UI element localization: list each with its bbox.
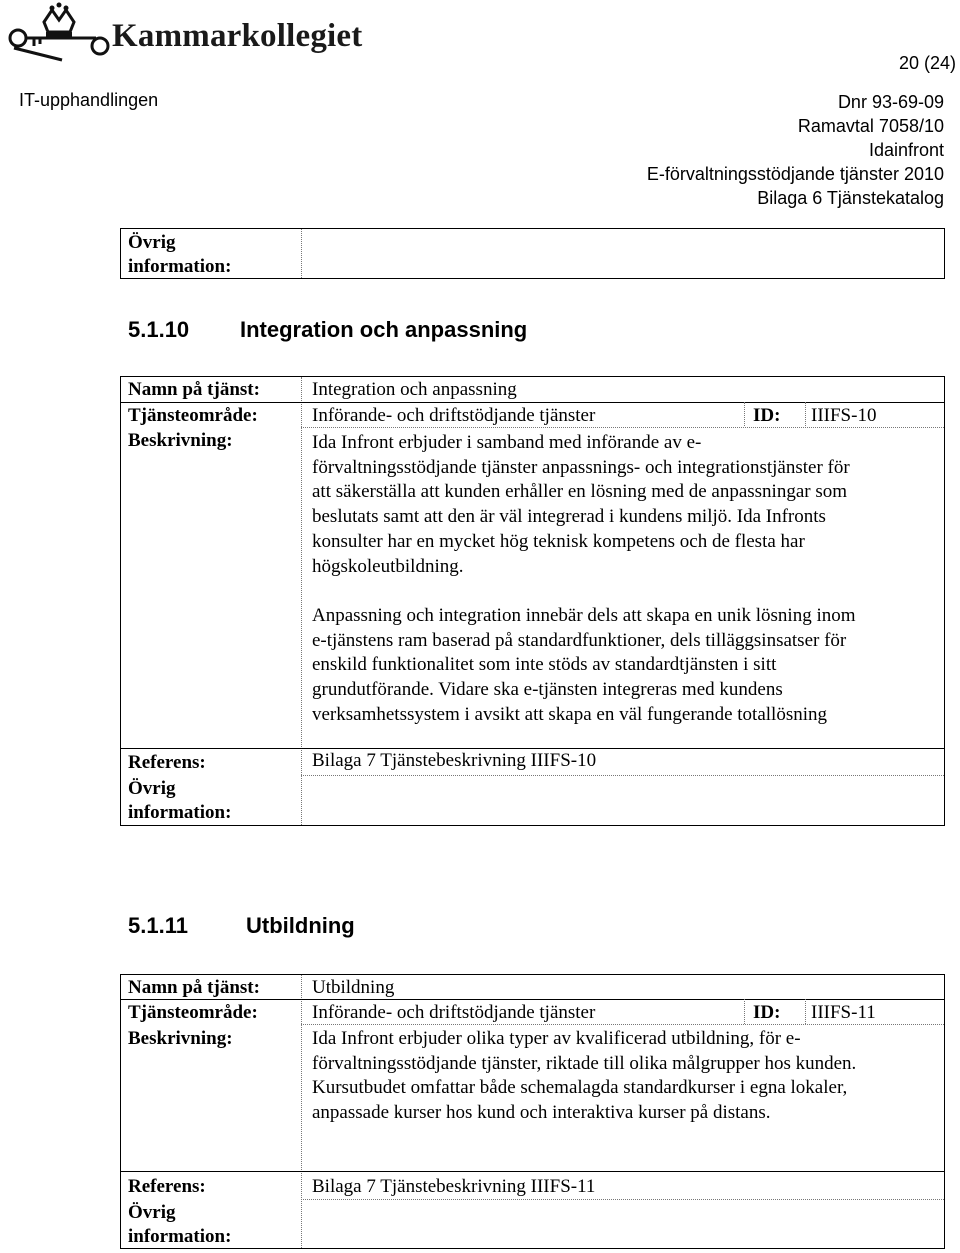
name-label: Namn på tjänst: <box>128 379 260 400</box>
id-label: ID: <box>753 1002 781 1023</box>
id-label: ID: <box>753 405 781 426</box>
description-text: Ida Infront erbjuder olika typer av kvalificerad utbildning, för e- förvaltningsstödjande tjänster, riktade till olika målgrupper hos kunden. Kursutbudet omfattar både schemalagda standardkurser i egna lokaler, anpassade kurser hos kund och interaktiva kurser på distans. <box>312 1028 857 1124</box>
area-label: Tjänsteområde: <box>128 405 258 426</box>
other-info-label-1: Övrig <box>128 778 176 799</box>
reference-value: Bilaga 7 Tjänstebeskrivning IIIFS-11 <box>312 1176 596 1197</box>
section-title-integration: 5.1.10 Integration och anpassning <box>128 317 528 342</box>
service-table-integration <box>120 376 945 826</box>
service-name: Utbildning <box>312 977 395 998</box>
page-number: 20 (24) <box>898 53 956 73</box>
header-left: IT-upphandlingen <box>19 90 159 110</box>
header-supplier: Idainfront <box>868 140 944 160</box>
header-right <box>647 90 944 210</box>
service-table-training <box>120 974 945 1249</box>
header-area: E-förvaltningsstödjande tjänster 2010 <box>646 164 944 184</box>
service-area: Införande- och driftstödjande tjänster <box>312 1002 596 1023</box>
crown-icon <box>4 2 114 62</box>
reference-value: Bilaga 7 Tjänstebeskrivning IIIFS-10 <box>312 750 597 771</box>
top-info-table <box>120 228 945 279</box>
header-attachment: Bilaga 6 Tjänstekatalog <box>757 188 944 208</box>
service-name: Integration och anpassning <box>312 379 517 400</box>
area-label: Tjänsteområde: <box>128 1002 258 1023</box>
header-dnr: Dnr 93-69-09 <box>837 92 944 112</box>
logo-text: Kammarkollegiet <box>112 18 363 54</box>
section-title-training: 5.1.11 Utbildning <box>128 913 355 938</box>
other-info-label-2: information: <box>128 1226 232 1247</box>
service-id: IIIFS-10 <box>811 405 877 426</box>
header-ramavtal: Ramavtal 7058/10 <box>797 116 944 136</box>
other-info-label-1: Övrig <box>128 232 176 253</box>
other-info-label-1: Övrig <box>128 1202 176 1223</box>
service-area: Införande- och driftstödjande tjänster <box>312 405 596 426</box>
other-info-label-2: information: <box>128 802 232 823</box>
description-label: Beskrivning: <box>128 1028 233 1049</box>
description-text: Ida Infront erbjuder i samband med införande av e- förvaltningsstödjande tjänster anpassnings- och integrationstjänster för att säkerställa att kunden erhåller en lösning med de anpassningar som beslutats samt att den är väl integrerad i kundens miljö. Ida Infronts konsulter har en mycket hög teknisk kompetens och de flesta har högskoleutbildning. Anpassning och integration innebär dels att skapa en unik lösning inom e-tjänstens ram baserad på standardfunktioner, dels tilläggsinsatser för enskild funktionalitet som inte stöds av standardtjänsten i sitt grundutförande. Vidare ska e-tjänsten integreras med kundens verksamhetssystem i avsikt att skapa en väl fungerande totallösning <box>312 432 856 725</box>
service-id: IIIFS-11 <box>811 1002 876 1023</box>
name-label: Namn på tjänst: <box>128 977 260 998</box>
reference-label: Referens: <box>128 752 206 773</box>
reference-label: Referens: <box>128 1176 206 1197</box>
other-info-label-2: information: <box>128 256 232 277</box>
description-label: Beskrivning: <box>128 430 233 451</box>
